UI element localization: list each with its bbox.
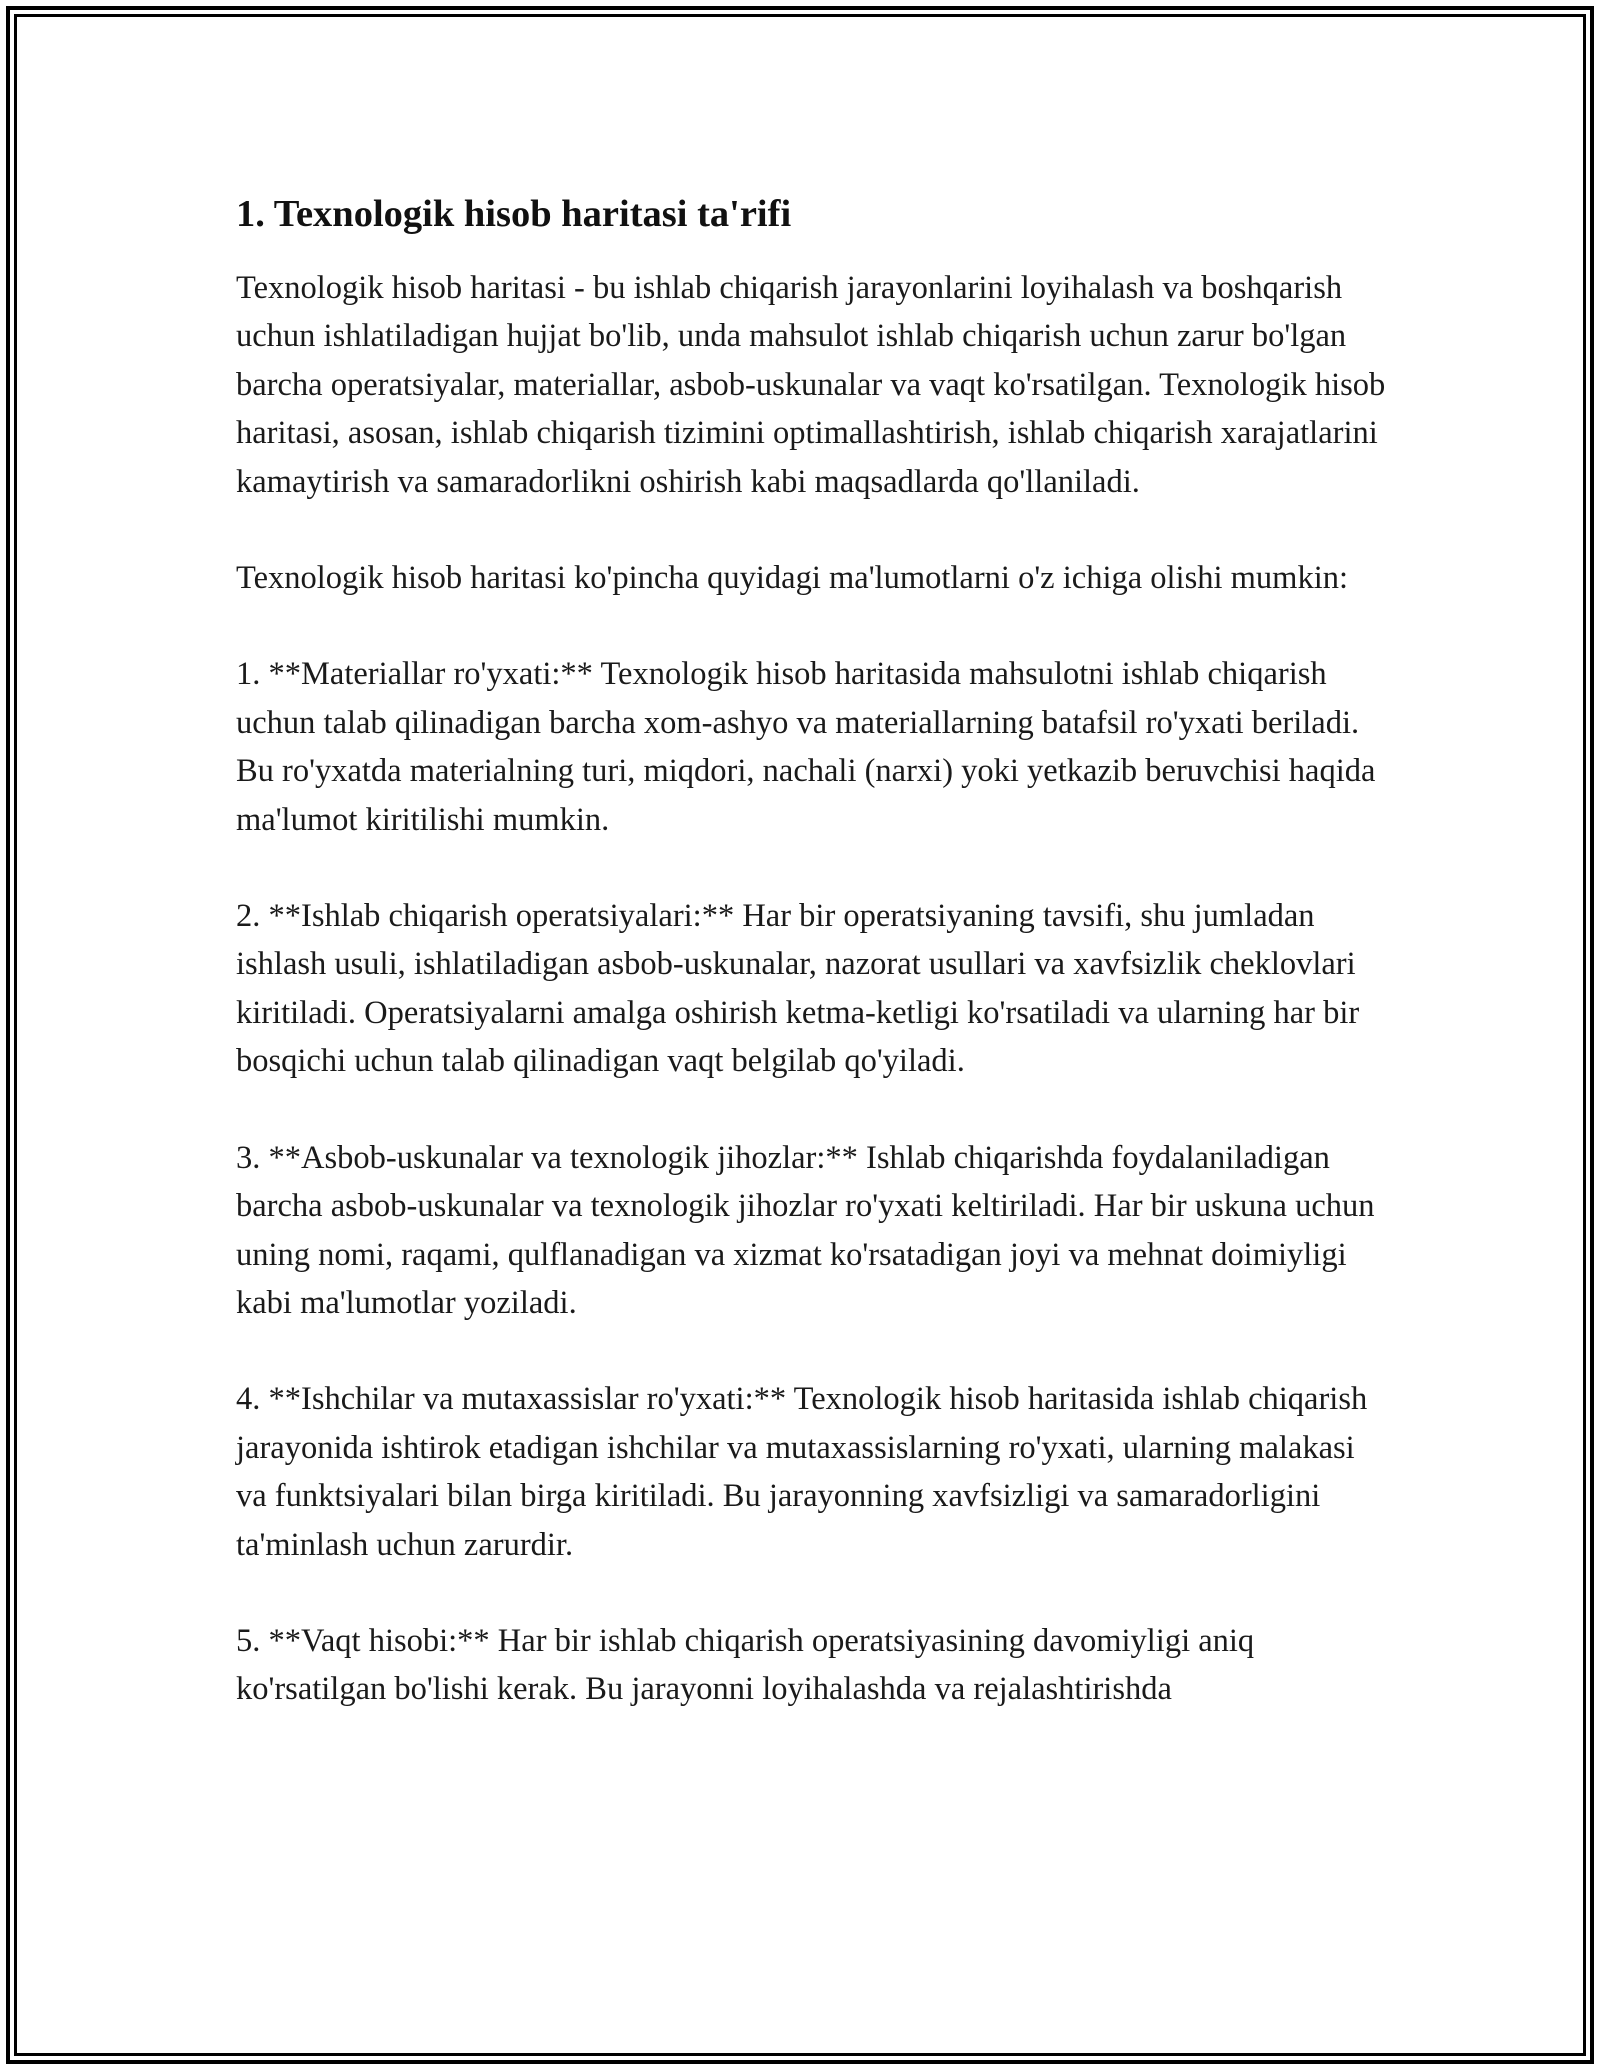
- list-item-materials: 1. **Materiallar ro'yxati:** Texnologik hisob haritasida mahsulotni ishlab chiqarish uchun talab qilinadigan barcha xom-ashyo va materiallarning batafsil ro'yxati beriladi. Bu ro'yxatda materialning turi, miqdori, nachali (narxi) yoki yetkazib beruvchisi haqida ma'lumot kiritilishi mumkin.: [236, 656, 1376, 838]
- paragraph-definition: Texnologik hisob haritasi - bu ishlab chiqarish jarayonlarini loyihalash va boshqarish uchun ishlatiladigan hujjat bo'lib, unda mahsulot ishlab chiqarish uchun zarur bo'lgan barcha operatsiyalar, materiallar, asbob-uskunalar va vaqt ko'rsatilgan. Texnologik hisob haritasi, asosan, ishlab chiqarish tizimini optimallashtirish, ishlab chiqarish xarajatlarini kamaytirish va samaradorlikni oshirish kabi maqsadlarda qo'llaniladi.: [236, 270, 1386, 500]
- paragraph-list-intro: Texnologik hisob haritasi ko'pincha quyidagi ma'lumotlarni o'z ichiga olishi mumkin:: [236, 560, 1348, 597]
- list-item-time: 5. **Vaqt hisobi:** Har bir ishlab chiqarish operatsiyasining davomiyligi aniq ko'rsatilgan bo'lishi kerak. Bu jarayonni loyihalashda va rejalashtirishda: [236, 1622, 1255, 1708]
- list-item-workers: 4. **Ishchilar va mutaxassislar ro'yxati:** Texnologik hisob haritasida ishlab chiqarish jarayonida ishtirok etadigan ishchilar va mutaxassislarning ro'yxati, ularning malakasi va funktsiyalari bilan birga kiritiladi. Bu jarayonning xavfsizligi va samaradorligini ta'minlash uchun zarurdir.: [236, 1381, 1368, 1563]
- section-heading: 1. Texnologik hisob haritasi ta'rifi: [236, 193, 792, 235]
- list-item-operations: 2. **Ishlab chiqarish operatsiyalari:** Har bir operatsiyaning tavsifi, shu jumladan ishlash usuli, ishlatiladigan asbob-uskunalar, nazorat usullari va xavfsizlik cheklovlari kiritiladi. Operatsiyalarni amalga oshirish ketma-ketligi ko'rsatiladi va ularning har bir bosqichi uchun talab qilinadigan vaqt belgilab qo'yiladi.: [236, 898, 1360, 1080]
- list-item-equipment: 3. **Asbob-uskunalar va texnologik jihozlar:** Ishlab chiqarishda foydalaniladigan barcha asbob-uskunalar va texnologik jihozlar ro'yxati keltiriladi. Har bir uskuna uchun uning nomi, raqami, qulflanadigan va xizmat ko'rsatadigan joyi va mehnat doimiyligi kabi ma'lumotlar yoziladi.: [236, 1139, 1375, 1321]
- document-body: [236, 186, 1386, 1714]
